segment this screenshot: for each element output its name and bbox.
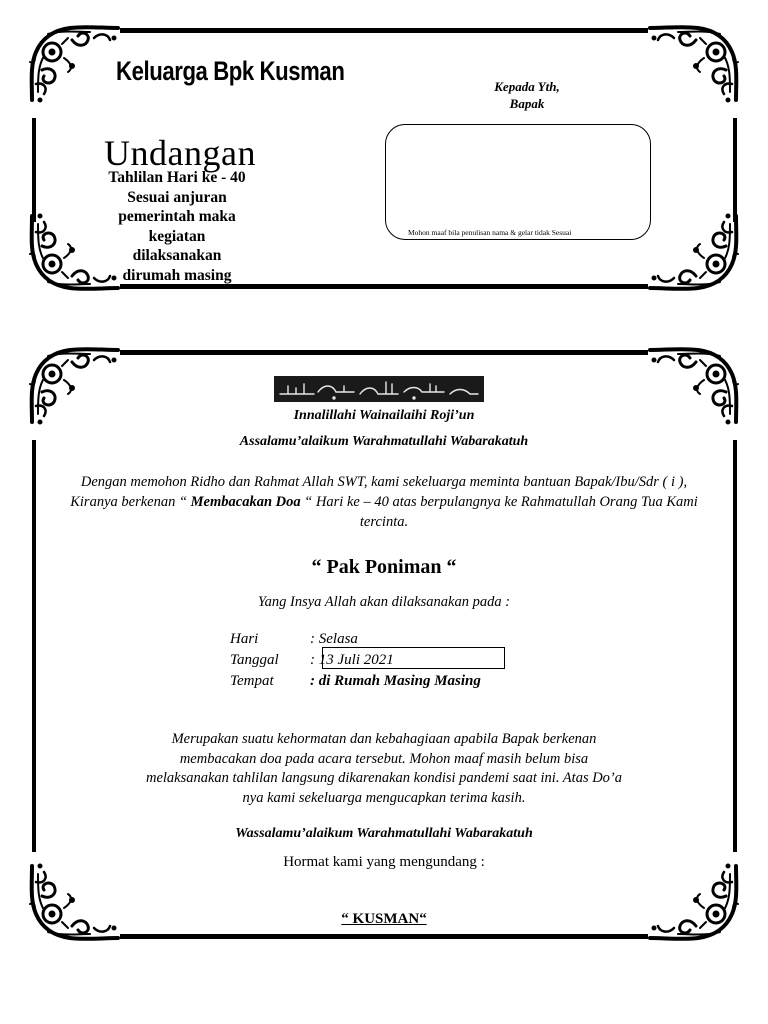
host-name: “ KUSMAN“ [341, 911, 427, 927]
subtitle-line: Tahlilan Hari ke - 40 [108, 169, 246, 186]
closing-line: Merupakan suatu kehormatan dan kebahagiaan apabila Bapak berkenan [171, 731, 597, 747]
detail-value-day: : Selasa [310, 631, 358, 647]
frame-left [32, 118, 36, 222]
deceased-name: “ Pak Poniman “ [311, 556, 457, 578]
corner-ornament-bottom-right [648, 214, 740, 294]
corner-ornament-top-right [648, 22, 740, 102]
frame-right [733, 118, 737, 222]
sign-off-line: Hormat kami yang mengundang : [283, 854, 485, 870]
apology-note: Mohon maaf bila penulisan nama & gelar tidak Sesuai [408, 228, 572, 237]
frame-top [120, 28, 648, 33]
frame-bottom [120, 934, 648, 939]
subtitle-block [108, 168, 246, 284]
intro-paragraph [66, 472, 702, 532]
closing-paragraph [60, 730, 708, 808]
frame-right [733, 440, 737, 852]
bismillah-calligraphy [274, 376, 484, 402]
card-title: Undangan [104, 133, 256, 173]
subtitle-line: pemerintah maka [118, 208, 236, 225]
corner-ornament-top-left [28, 22, 120, 102]
intro-text: Dengan memohon Ridho dan Rahmat Allah SWT, kami sekeluarga meminta bantuan Bapak/Ibu/Sdr ( i ), Kiranya berkenan “ [70, 474, 688, 510]
closing-line: membacakan doa pada acara tersebut. Mohon maaf masih belum bisa [179, 750, 589, 767]
detail-value-place: : di Rumah Masing Masing [310, 673, 481, 689]
intro-emphasis: Membacakan Doa [190, 494, 301, 510]
recipient-heading [466, 78, 588, 112]
detail-label-date: Tanggal [230, 652, 279, 668]
frame-left [32, 440, 36, 852]
subtitle-line: Sesuai anjuran [127, 188, 227, 206]
calligraphy-image [274, 376, 484, 402]
subtitle-line: dilaksanakan [132, 247, 222, 264]
innalillahi-line: Innalillahi Wainailaihi Roji’un [293, 408, 475, 423]
frame-top [120, 350, 648, 355]
intro-text-end: “ Hari ke – 40 atas berpulangnya ke Rahmatullah Orang Tua Kami tercinta. [300, 494, 698, 530]
detail-label-day: Hari [230, 631, 259, 647]
corner-ornament-bottom-left [28, 214, 120, 294]
schedule-intro: Yang Insya Allah akan dilaksanakan pada : [257, 594, 511, 610]
detail-label-place: Tempat [230, 673, 274, 689]
family-name: Keluarga Bpk Kusman [116, 56, 345, 86]
detail-value-date: : 13 Juli 2021 [310, 652, 394, 668]
subtitle-line: kegiatan [148, 227, 206, 245]
recipient-line: Bapak [509, 96, 545, 111]
closing-line: melaksanakan tahlilan langsung dikarenakan kondisi pandemi saat ini. Atas Do’a [145, 770, 623, 786]
corner-ornament-bottom-right [648, 864, 740, 944]
greeting-line: Assalamu’alaikum Warahmatullahi Wabarakatuh [239, 434, 529, 449]
subtitle-line: dirumah masing [122, 266, 232, 284]
farewell-line: Wassalamu’alaikum Warahmatullahi Wabarakatuh [235, 826, 533, 841]
address-box [385, 124, 651, 240]
recipient-line: Kepada Yth, [494, 79, 560, 94]
closing-line: nya kami sekeluarga mengucapkan terima kasih. [242, 789, 526, 806]
corner-ornament-bottom-left [28, 864, 120, 944]
